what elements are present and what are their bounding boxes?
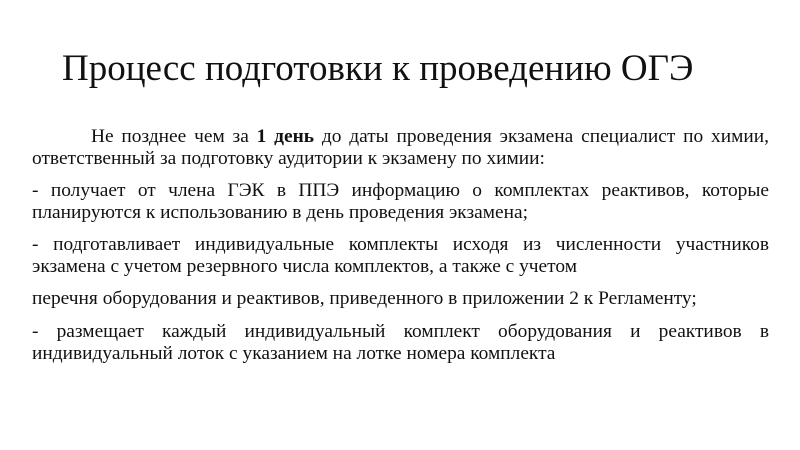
step-receive-info: - получает от члена ГЭК в ППЭ информацию о комплектах реактивов, которые планируются к использованию в день проведения экзамена; [32,180,769,223]
intro-paragraph [32,126,769,170]
step-prepare-kits-continued: перечня оборудования и реактивов, приведенного в приложении 2 к Регламенту; [32,288,697,309]
intro-text-end: до даты проведения экзамена специалист по химии, ответственный за подготовку аудитории к экзамену по химии: [32,126,770,169]
step-place-kits: - размещает каждый индивидуальный комплект оборудования и реактивов в индивидуальный лоток с указанием на лотке номера комплекта [32,321,769,364]
intro-text-start: Не позднее чем за [91,126,257,147]
step-prepare-kits: - подготавливает индивидуальные комплекты исходя из численности участников экзамена с учетом резервного числа комплектов, а также с учетом [32,234,769,277]
deadline-emphasis: 1 день [256,126,315,147]
slide-body [32,126,769,375]
slide-title: Процесс подготовки к проведению ОГЭ [62,48,694,89]
